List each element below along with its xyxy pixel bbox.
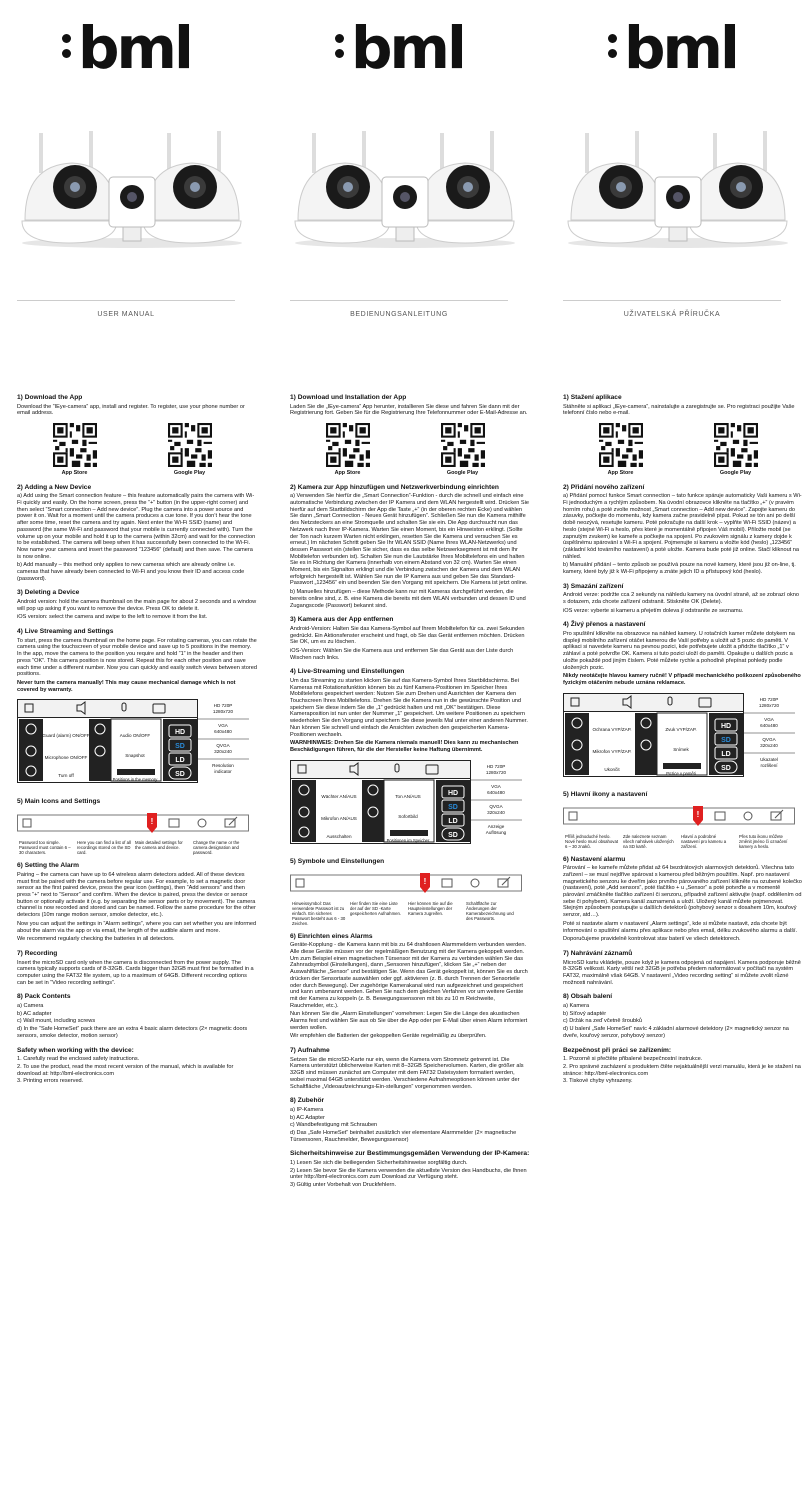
ld-button: LD [721, 750, 731, 758]
section-title: 5) Hlavní ikony a nastavení [563, 791, 648, 799]
manual-body [17, 394, 257, 1086]
icon-caption: Zde naleznete seznam všech nahrávek uložených na SD kartě. [623, 833, 674, 849]
list-item: a) IP-Kamera [290, 1106, 324, 1113]
list-item: 1. Carefully read the enclosed safety instructions. [17, 1056, 140, 1063]
res-qvga-size: 320x240 [214, 749, 232, 755]
brand-wordmark: bml [624, 14, 737, 82]
icon-captions [563, 834, 795, 849]
qr-code-icon[interactable] [599, 423, 643, 467]
section-text: Download the “IEye-camera” app, install and register. To register, use your phone number or email address. [17, 403, 245, 417]
section-text: Setzen Sie die microSD-Karte nur ein, wenn die Kamera vom Stromnetz getrennt ist. Die Kamera unterstützt üblicherweise Karten mit 8–32GB Speichervolumen. Karten, die größer als 32GB sind müssen zunächst am Computer mit dem FAT32 Dateisystem formatiert werden, wobei maximal 64GB unterstützt werden. Verschiedene Aufnahmeoptionen können unter der Schaltfläche „Videoaufzeichnungs-Ein-stellungen“ vorgenommen werden. [290, 1056, 524, 1090]
sd-indicator: SD [448, 831, 458, 839]
sd-button: SD [448, 803, 458, 811]
positions-label: Pozice v paměti [666, 770, 696, 776]
res-qvga-size: 320x240 [760, 742, 778, 748]
res-hd: HD 720P [213, 703, 233, 709]
section-text: Wir empfehlen die Batterien der gekoppelten Geräte regelmäßig zu überprüfen. [290, 1033, 487, 1040]
section-title: 6) Nastavení alarmu [563, 855, 626, 863]
section-text: Pro spuštění klikněte na obrazovce na náhled kamery. U rotačních kamer můžete dotykem na displeji mobilního zařízení otáčet kamerou dle Vaší potřeby a uložit až 5 pozic do paměti. V aplikaci si navedete kameru na pevnou pozici, kde potřebujete uložit a přidržte tlačítko „1“ v záhlaví a poté potvrďte OK. Kamera si tuto pozici uloží do paměti. Opakujte u dalších pozic a uložte pokaždé pod jiným číslem. Poté můžete rychle a pohodlně přepínat pohledy podle uložených pozic. [563, 631, 795, 671]
qr-code-icon[interactable] [714, 423, 758, 467]
res-indicator: Resolution [212, 763, 234, 769]
audio-label: Audio ON/OFF [119, 733, 151, 739]
section-title: 2) Adding a New Device [17, 483, 92, 491]
res-indicator: Ukazatel [760, 756, 778, 762]
section-title: 1) Download und Installation der App [290, 394, 407, 401]
list-item: 2. Pro správné zacházení s produktem čtěte nejaktuálnější verzi manuálu, která je ke stažení na stránce: http://bml-electronics.com [563, 1063, 801, 1077]
svg-text:!: ! [696, 809, 700, 819]
section-title: 8) Zubehör [290, 1097, 325, 1105]
res-vga-size: 640x480 [760, 722, 778, 728]
res-vga: VGA [491, 783, 501, 789]
section-text: Laden Sie die „IEye-camera“ App herunter, installieren Sie diese und fahren Sie dann mit der Registrierung fort. Geben Sie für die Registrierung Ihre Telefonnummer oder E-Mail-Adresse an. [290, 403, 528, 417]
section-title: Sicherheitshinweise zur Bestimmungsgemäßen Verwendung der IP-Kamera: [290, 1150, 530, 1158]
res-vga-size: 640x480 [214, 729, 232, 735]
res-qvga: QVGA [489, 803, 503, 809]
section-text: Stáhněte si aplikaci „IEye-camera“, nainstalujte a zaregistrujte se. Pro registraci použijte Vaše telefonní číslo nebo e-mail. [563, 403, 795, 417]
pack-list [563, 1003, 803, 1040]
camera-product-image [17, 125, 247, 250]
list-item: b) Manuální přidání – tento způsob se používá pouze na nové kamery, které jsou již on-line, tj. kamery, které byly již k Wi-Fi připojeny a znáte jejich ID a přístupový kód (heslo). [563, 562, 796, 576]
list-item: b) AC adapter [17, 1010, 52, 1017]
section-text: MicroSD kartu vkládejte, pouze když je kamera odpojená od napájení. Kamera podporuje běžně 8-32GB velikosti. Karty větší než 32GB je potřeba předem naformátovat v počítači na systém FAT32, maximálně však 64GB. V nastavení „Video recording setting“ si můžete zvolit různé možnosti nahrávání. [563, 959, 801, 986]
qr-label: App Store [61, 470, 88, 476]
snapshot-label: Sofortbild [398, 813, 418, 819]
list-item: 1. Pozorně si přečtěte přibalené bezpečnostní instrukce. [563, 1056, 703, 1063]
section-title: Safety when working with the device: [17, 1046, 134, 1054]
icon-captions [17, 840, 249, 855]
section-text: Insert the microSD card only when the camera is disconnected from the power supply. The camera typically supports cards of 8-32GB. Cards bigger than 32GB must first be formatted in a computer using the FAT32 file system, up to a maximum of 64GB. Different recording options can be set in “Video recording settings”. [17, 959, 254, 986]
guard-label: Ochrana VYP/ZAP. [592, 726, 632, 732]
warning-text: Nikdy neotáčejte hlavou kamery ručně! V případě mechanického poškození způsobeného fyzickým otáčením nebude uznána reklamace. [563, 673, 801, 686]
camera-product-image [290, 125, 520, 250]
res-indicator-2: rozlišení [760, 762, 778, 768]
icon-caption: Přes tuto ikonu můžete změnit jméno či označení kamery a heslo. [739, 833, 788, 849]
safety-list [17, 1056, 257, 1085]
pack-list [290, 1107, 530, 1144]
divider [563, 300, 781, 301]
safety-list [290, 1160, 530, 1189]
list-item: c) Wandbefestigung mit Schrauben [290, 1122, 378, 1129]
section-title: Bezpečnost při práci se zařízením: [563, 1046, 672, 1054]
res-hd-size: 1280x720 [212, 709, 234, 715]
qr-label: Google Play [446, 470, 479, 476]
qr-block[interactable] [714, 423, 758, 477]
list-item: 3) Gültig unter Vorbehalt von Druckfehlern. [290, 1182, 397, 1189]
res-hd: HD 720P [486, 763, 506, 769]
list-item: 1) Lesen Sie sich die beiliegenden Sicherheitshinweise sorgfältig durch. [290, 1159, 468, 1166]
list-item: Android verze: podržte cca 2 sekundy na náhledu kamery na úvodní straně, až se zobrazí okno s dotazem, zda chcete zařízení odstranit. Stiskněte OK (Delete). [563, 592, 800, 606]
qr-label: App Store [607, 470, 634, 476]
res-qvga: QVGA [216, 743, 230, 749]
list-item: 2) Lesen Sie bevor Sie die Kamera verwenden die aktuellste Version des Handbuchs, die Ihnen unter http://bml-electronics.com zum Download zur Verfügung steht. [290, 1167, 527, 1181]
section-title: 7) Recording [17, 949, 58, 957]
control-panel-diagram [290, 760, 522, 844]
list-item: b) Síťový adaptér [563, 1010, 607, 1017]
list-item: c) Držák na zeď včetně šroubků [563, 1018, 642, 1025]
turnoff-label: Ukončit [604, 766, 620, 772]
mic-label: Mikrofon AN/AUS [321, 815, 357, 821]
audio-label: Zvuk VYP/ZAP. [665, 726, 697, 732]
section-title: 3) Deleting a Device [17, 589, 80, 597]
section-title: 6) Setting the Alarm [17, 862, 80, 870]
list-item: b) AC Adapter [290, 1114, 325, 1121]
section-text: Nun können Sie die „Alarm Einstellungen“ vornehmen: Legen Sie die Länge des akustischen Alarms fest und wählen Sie aus ob Sie über die App oder per E-Mail über einen Alarm informiert werden wollen. [290, 1011, 528, 1031]
icon-caption: Main detailed settings for the camera and device. [135, 840, 183, 851]
icon-caption: Hier können Sie auf die Haupteinstellungen der Kamera zugreifen. [408, 900, 453, 916]
turnoff-label: Ausschalten [326, 833, 352, 839]
icon-caption: Schaltfläche zur Änderungen der Kamerabezeichnung und des Passworts. [466, 900, 514, 921]
brand-logo [62, 14, 222, 82]
section-title: 4) Live Streaming and Settings [17, 628, 114, 636]
icon-caption: Password too simple. Password must contain 6 – 30 characters. [19, 840, 71, 856]
icon-caption: Hinweissymbol: Das verwendete Passwort ist zu einfach. Ein sicheres Passwort besteht aus 6 - 30 Zeichen. [292, 900, 346, 926]
camera-product-image [563, 125, 793, 250]
qr-code-icon[interactable] [441, 423, 485, 467]
ld-button: LD [448, 817, 458, 825]
sd-indicator: SD [721, 764, 731, 772]
control-panel-diagram [563, 693, 795, 777]
control-panel-diagram [17, 699, 249, 783]
manual-body [290, 394, 530, 1190]
qr-block[interactable] [168, 423, 212, 477]
section-title: 8) Obsah balení [563, 993, 613, 1001]
list-item: a) Verwenden Sie hierfür die „Smart Connection“-Funktion - durch die schnell und einfach eine automatische Verbindung zwischen der IP Kamera und dem WLAN hergestellt wird. Drücken Sie hierfür auf dem Startbildschirm der App die Taste „+“ (in der oberen rechten Ecke) und wählen Sie dann „Smart Connection - Neues Gerät hinzufügen“. Schließen Sie nun die Kamera mithilfe des Netzsteckers an eine Stromquelle und schalten Sie sie ein. Die App durchsucht nun das Netzwerk nach Ihrer IP-Kamera. Warten Sie einen Moment, bis ein Hinweiston erklingt. (Sollte der Ton nach kurzem Warten nicht erklingen, resetten Sie die Kamera und versuchen Sie es erneut.) Im nächsten Schritt geben Sie Ihr WLAN SSID (Name Ihres WLAN-Netzwerks) und dessen Passwort ein (stellen Sie sicher, dass es das selbe Netzwerksegment ist mit dem Ihr Mobiltelefon verbunden ist). Schalten Sie nun die Lautstärke Ihres Mobiltelefons ein und halten Sie es in Richtung der Kamera (innerhalb von einem Abstand von 32 cm). Warten Sie einen Moment, bis ein Signalton erklingt und die Verbindung zwischen der Kamera und dem WLAN erfolgreich hergestellt ist. Wählen Sie nun die IP Kamera aus und geben Sie das Standard-Passwort „123456“ ein und beenden Sie den Vorgang mit speichern. Die Kamera ist jetzt online. [290, 493, 529, 587]
svg-text:!: ! [423, 876, 427, 886]
cover-title: USER MANUAL [97, 311, 155, 318]
icon-caption: Příliš jednoduché heslo. Nové heslo musí obsahovat 6 – 30 znaků. [565, 833, 619, 849]
snapshot-label: Snímek [673, 746, 689, 752]
snapshot-label: Snapshot [125, 753, 145, 759]
positions-label: Positions in the memory [112, 777, 158, 783]
list-item: d) U balení „Safe HomeSet“ navíc 4 základní alarmové detektory (2× magnetický senzor na dveře, kouřový senzor, pohybový senzor) [563, 1026, 789, 1039]
icon-captions [290, 901, 522, 926]
ld-button: LD [175, 757, 185, 765]
icon-caption: Change the name or the camera designation and password. [193, 840, 240, 856]
qr-row [17, 423, 247, 477]
positions-label: Positionen im Speicher [386, 837, 430, 843]
res-hd-size: 1280x720 [758, 702, 780, 708]
section-title: 4) Živý přenos a nastavení [563, 621, 646, 629]
list-item: b) Add manually – this method only applies to new cameras which are already online i.e. cameras that have already been connected to Wi-Fi and you know their ID and access code (password). [17, 562, 245, 582]
list-item: 3. Printing errors reserved. [17, 1078, 84, 1085]
icon-caption: Here you can find a list of all recordings stored on the SD card. [77, 840, 131, 856]
section-title: 2) Kamera zur App hinzufügen und Netzwerkverbindung einrichten [290, 483, 499, 491]
res-indicator-2: indicator [214, 769, 232, 775]
section-text: To start, press the camera thumbnail on the home page. For rotating cameras, you can rotate the camera using the touchscreen of your mobile device and save up to 5 positions in the memory. In the app, move the camera to the position you require and hold “1” in the header and then press “OK”. This camera position is now stored. Repeat this for each other position and save each time under a different number. Now you can quickly and easily switch views between stored positions. [17, 637, 257, 678]
list-item: d) In the “Safe HomeSet” pack there are an extra 4 basic alarm detectors (2× magnetic doors sensors, smoke detector, motion sensor) [17, 1026, 248, 1039]
icon-caption: Hlavní a podrobné nastavení pro kameru a zařízení. [681, 833, 727, 849]
hd-button: HD [174, 729, 186, 737]
section-title: 3) Kamera aus der App entfernen [290, 616, 394, 624]
res-vga-size: 640x480 [487, 789, 505, 795]
qr-row [290, 423, 520, 477]
section-title: 5) Main Icons and Settings [17, 798, 101, 806]
res-hd-size: 1280x720 [485, 769, 507, 775]
svg-text:!: ! [150, 816, 154, 826]
qr-code-icon[interactable] [326, 423, 370, 467]
main-icons-strip [563, 804, 795, 828]
section-text: Now you can adjust the settings in “Alarm settings”, where you can set whether you are informed about the alarm via the app or via email, the length of the audible alarm and more. [17, 920, 257, 934]
section-title: 7) Aufnahme [290, 1047, 330, 1055]
turnoff-label: Turn off [58, 773, 74, 779]
divider [290, 300, 508, 301]
section-text: We recommend regularly checking the batteries in all detectors. [17, 936, 175, 943]
section-title: 1) Stažení aplikace [563, 394, 622, 401]
safety-list [563, 1056, 803, 1085]
qr-block[interactable] [441, 423, 485, 477]
brand-wordmark: bml [351, 14, 464, 82]
mic-label: Microphone ON/OFF [44, 755, 88, 761]
res-qvga: QVGA [762, 736, 776, 742]
qr-block[interactable] [599, 423, 643, 477]
section-text: Um das Streaming zu starten klicken Sie auf das Kamera-Symbol Ihres Startbildschirms. Bei Kameras mit Rotationsfunktion können bis zu fünf Kamera-Positionen im Speicher Ihres Mobiltelefons gespeichert werden: Nutzen Sie zum Drehen und Ausrichten der Kamera den Touchscreen Ihres Mobiltelefons. Drehen Sie die Kamera nun in die gewünschte Position und speichern Sie diese indem Sie die „1“ gedrückt halten und mit „OK“ bestätigen. Diese Kameraposition ist nun unter der Nummer „1“ gespeichert. Um weitere Positionen zu speichern wiederholen Sie den Vorgang und speichern Sie diese jeweils Mal unter einer anderen Nummer. Nun können Sie schnell und einfach die Ansichten zwischen den gespeicherten Kamera-Positionen wechseln. [290, 677, 528, 738]
sd-button: SD [721, 736, 731, 744]
qr-block[interactable] [53, 423, 97, 477]
guard-label: Wächter AN/AUS [321, 793, 357, 799]
manual-body [563, 394, 803, 1086]
list-item: a) Kamera [563, 1002, 590, 1009]
section-title: 1) Download the App [17, 394, 83, 401]
list-item: c) Wall mount, including screws [17, 1018, 96, 1025]
section-text: Párování – ke kameře můžete přidat až 64 bezdrátových alarmových detektorů. Všechna tato zařízení – se musí nejdříve spárovat s kamerou před běžným použitím. Např. pro nastavení magnetického senzoru ke dveřím jako prvního párovaného zařízení klikněte na ozubené kolečko (nastavení), poté „Add sensors“, poté tlačítko + u „Sensor“ a poté potvrďte a v momentě párování zmáčkněte tlačítko zařízení či senzoru, případně zařízení aktivujte (např. oddělením od sebe či pohybem). Kamera kanál zaznamená a uloží. Uložený kanál můžete pojmenovat. Stejným způsobem postupujte u dalších detektorů (pohybový senzor s dosahem 10m, kouřový senzor, atd…). [563, 865, 802, 919]
brand-wordmark: bml [78, 14, 191, 82]
divider [17, 300, 235, 301]
section-title: 4) Live-Streaming und Einstellungen [290, 668, 405, 676]
list-item: 2. To use the product, read the most recent version of the manual, which is available for download at: http://bml-electronics.com [17, 1063, 234, 1077]
list-item: a) Přidání pomocí funkce Smart connection – tato funkce spáruje automaticky Vaši kameru s Wi-Fi jednoduchým a rychlým způsobem. Na úvodní obrazovce klikněte na tlačítko „+“ (v pravém horním rohu) a poté zvolte možnost „Smart connection – Add new device“. Zapojte kameru do zásuvky, počkejte do momentu, kdy kamera začne pravidelně pípat. Pokud se tón ani po delší době neozývá, resetujte kameru. Poté pokračujte na další krok – vyplňte Wi-Fi SSID (název) a heslo (stejné Wi-Fi a heslo, přes které je momentálně připojen Váš mobil). Přiložte mobil (se zapnutým zvukem) ke kameře a počkejte na spojení. Po zvukovém signálu z kamery dojde k úspěšnému spárování s Wi-Fi a spojení. Pojmenujte si kameru a vložte kód (heslo) „123456“ (základní kód továrního nastavení) a poté uložte. Kamera bude poté již online. Stačí kliknout na náhled. [563, 493, 802, 560]
warning-text: WARNHINWEIS: Drehen Sie die Kamera niemals manuell! Dies kann zu mechanischen Beschädigungen führen, für die der Hersteller keine Haftung übernimmt. [290, 740, 519, 753]
section-title: 2) Přidání nového zařízení [563, 483, 645, 491]
section-title: 5) Symbole und Einstellungen [290, 858, 385, 866]
res-vga: VGA [764, 716, 774, 722]
main-icons-strip [17, 811, 249, 835]
section-text: Doporučujeme pravidelně kontrolovat stav baterií ve všech detektorech. [563, 936, 741, 943]
section-title: 8) Pack Contents [17, 993, 71, 1001]
list-item: Android-Version: Halten Sie das Kamera-Symbol auf Ihrem Mobiltelefon für ca. zwei Sekunden gedrückt. Ein Aktionsfenster erscheint und fragt, ob Sie das Gerät entfernen möchten. Drücken Sie OK, um es zu löschen. [290, 625, 525, 646]
qr-label: Google Play [719, 470, 752, 476]
pack-list [17, 1003, 257, 1040]
res-vga: VGA [218, 723, 228, 729]
sd-indicator: SD [175, 771, 185, 779]
main-icons-strip [290, 871, 522, 895]
cover-title: UŽIVATELSKÁ PŘÍRUČKA [623, 311, 721, 318]
section-text: Pairing – the camera can have up to 64 wireless alarm detectors added. All of these devices must first be paired with the camera before regular use. For example, to set a magnetic door sensor as the first paired device, press the gear icon (settings), then “Add sensors” and then press “+” next to “Sensor” and confirm. When the device is paired, press the device or sensor button or optionally activate it (e.g. by separating the sensor parts or by movement). The camera channel is now recorded and stored and can be named. Follow the same procedure for the other detectors (10m range motion sensor, smoke detector, etc.). [17, 871, 256, 919]
list-item: Android version: hold the camera thumbnail on the main page for about 2 seconds and a window will pop up asking if you want to remove the device. Press OK to delete it. [17, 599, 257, 612]
qr-block[interactable] [326, 423, 370, 477]
list-item: a) Add using the Smart connection feature – this feature automatically pairs the camera with Wi-Fi quickly and easily. On the home screen, press the “+” button (in the upper-right corner) and then select “Smart connection – Add new device”. Plug the camera into a power source and power it on. Wait for a moment until the camera produces a cue tone. If you don’t hear the tone after some time, reset the camera and try again. Next enter the Wi-Fi SSID (name) and password (the same Wi-Fi and password that your mobile is currently connected with). Turn the volume up on your mobile and hold it up to the camera (within 32cm) and wait for the connection to be established. The camera will beep when it has successfully been connected to the Wi-Fi. Now name your camera and insert the password “123456” (default) and then save. The camera is now online. [17, 493, 256, 560]
qr-code-icon[interactable] [168, 423, 212, 467]
hd-button: HD [720, 722, 732, 730]
qr-label: App Store [334, 470, 361, 476]
res-indicator: Anzeige [487, 823, 505, 829]
qr-code-icon[interactable] [53, 423, 97, 467]
section-text: Geräte-Kopplung - die Kamera kann mit bis zu 64 drahtlosen Alarmmeldern verbunden werden. Alle diese Geräte müssen vor der regelmäßigen Benutzung mit der Kamera gekoppelt werden. Um zum Beispiel einen magnetischen Türsensor mit der Kamera zu verbinden wählen Sie das Zahnradsymbol (Einstellungen), dann „Sensoren hinzufügen“, klicken Sie „+“ neben der Auswahlfläche „Sensor“ und bestätigen Sie. Wenn das Gerät gekoppelt ist, können Sie es durch drücken der Sensortaste auswählen oder ggf. aktivieren (z. B. durch Trennen der Sensorteile oder durch Bewegung). Der zugehörige Kamerakanal wird nun aufgezeichnet und gespeichert und kann umbenannt werden. Gehen Sie nach dem gleichen Verfahren vor um weitere Geräte mit der Kamera zu koppeln (z. B. Bewegungssensoren mit bis zu 10 m Reichweite, Rauchmelder, etc.). [290, 942, 528, 1009]
list-item: iOS-Version: Wählen Sie die Kamera aus und entfernen Sie das Gerät aus der Liste durch Wischen nach links. [290, 647, 514, 661]
brand-logo [608, 14, 768, 82]
section-title: 7) Nahrávání záznamů [563, 949, 633, 957]
res-qvga-size: 320x240 [487, 809, 505, 815]
warning-text: Never turn the camera manually! This may cause mechanical damage which is not covered by warranty. [17, 679, 236, 693]
list-item: b) Manuelles hinzufügen – diese Methode kann nur mit Kameras durchgeführt werden, die bereits online sind, z. B. eine Kamera die bereits mit dem WLAN verbunden und dessen ID und Zugangscode (Passwort) bekannt sind. [290, 589, 526, 609]
qr-label: Google Play [173, 470, 206, 476]
guard-label: Guard (alarm) ON/OFF [42, 733, 90, 739]
list-item: a) Camera [17, 1002, 44, 1009]
section-title: 3) Smazání zařízení [563, 582, 624, 590]
icon-caption: Hier finden Sie eine Liste der auf der SD -Karte gespeicherten Aufnahmen. [350, 900, 402, 916]
list-item: iOS version: select the camera and swipe to the left to remove it from the list. [17, 614, 208, 621]
section-title: 6) Einrichten eines Alarms [290, 932, 373, 940]
res-indicator-2: Auflösung [485, 829, 507, 835]
qr-row [563, 423, 793, 477]
list-item: 3. Tiskové chyby vyhrazeny. [563, 1078, 633, 1085]
res-hd: HD 720P [759, 696, 779, 702]
section-text: Poté si nastavte alarm v nastavení „Alarm settings“, kde si můžete nastavit, zda chcete být informování o spuštění alarmu přes aplikace nebo přes email, délku zvukového alarmu a další. [563, 920, 798, 934]
mic-label: Mikrofon VYP/ZAP. [592, 748, 632, 754]
brand-logo [335, 14, 495, 82]
list-item: iOS verze: vyberte si kameru a přejetím doleva jí odstraníte ze seznamu. [563, 607, 744, 614]
hd-button: HD [447, 789, 459, 797]
cover-title: BEDIENUNGSANLEITUNG [350, 311, 448, 318]
sd-button: SD [175, 743, 185, 751]
audio-label: Ton AN/AUS [395, 793, 421, 799]
list-item: d) Das „Safe HomeSet“ beinhaltet zusätzlich vier elementare Alarmmelder (2× magnetische Türsensoren, Rauchmelder, Bewegungssensor) [290, 1129, 517, 1143]
